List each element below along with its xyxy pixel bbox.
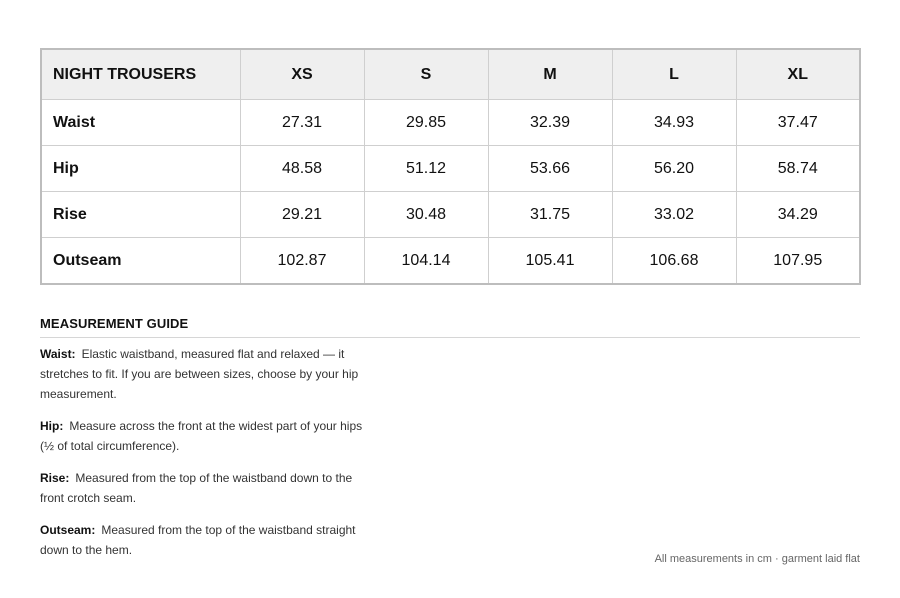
table-cell: 34.93 [612, 100, 736, 146]
table-row-waist [41, 100, 860, 146]
table-cell: 102.87 [240, 238, 364, 285]
measurement-footnote: All measurements in cm · garment laid flat [654, 553, 860, 565]
table-row-outseam [41, 238, 860, 285]
table-cell: 31.75 [488, 192, 612, 238]
table-row-hip [41, 146, 860, 192]
table-cell: 58.74 [736, 146, 860, 192]
guide-term: Rise: [40, 471, 70, 485]
row-label: Waist [41, 100, 240, 146]
table-cell: 29.85 [364, 100, 488, 146]
table-row-rise [41, 192, 860, 238]
table-cell: 104.14 [364, 238, 488, 285]
size-header-xs: XS [240, 49, 364, 100]
size-header-m: M [488, 49, 612, 100]
guide-entry-hip [40, 416, 370, 456]
row-label: Outseam [41, 238, 240, 285]
row-label: Hip [41, 146, 240, 192]
row-label: Rise [41, 192, 240, 238]
guide-title: MEASUREMENT GUIDE [40, 316, 860, 338]
table-cell: 107.95 [736, 238, 860, 285]
table-cell: 34.29 [736, 192, 860, 238]
table-cell: 29.21 [240, 192, 364, 238]
table-cell: 105.41 [488, 238, 612, 285]
table-cell: 32.39 [488, 100, 612, 146]
table-cell: 37.47 [736, 100, 860, 146]
table-cell: 51.12 [364, 146, 488, 192]
guide-entry-outseam [40, 520, 370, 560]
guide-text: Measured from the top of the waistband down to the front crotch seam. [40, 471, 353, 505]
guide-text: Measured from the top of the waistband straight down to the hem. [40, 523, 356, 557]
size-header-s: S [364, 49, 488, 100]
table-cell: 48.58 [240, 146, 364, 192]
measurement-guide [40, 316, 860, 572]
guide-term: Hip: [40, 419, 64, 433]
guide-entry-waist [40, 344, 370, 404]
table-cell: 53.66 [488, 146, 612, 192]
product-name-header: NIGHT TROUSERS [41, 49, 240, 100]
table-cell: 27.31 [240, 100, 364, 146]
guide-entry-rise [40, 468, 370, 508]
guide-term: Outseam: [40, 523, 96, 537]
table-cell: 106.68 [612, 238, 736, 285]
guide-text: Measure across the front at the widest part of your hips (½ of total circumference). [40, 419, 363, 453]
size-chart-table [40, 48, 861, 285]
size-header-l: L [612, 49, 736, 100]
guide-text: Elastic waistband, measured flat and relaxed — it stretches to fit. If you are between sizes, choose by your hip measurement. [40, 347, 359, 401]
table-cell: 56.20 [612, 146, 736, 192]
table-cell: 30.48 [364, 192, 488, 238]
table-header-row [41, 49, 860, 100]
guide-term: Waist: [40, 347, 76, 361]
size-header-xl: XL [736, 49, 860, 100]
table-cell: 33.02 [612, 192, 736, 238]
